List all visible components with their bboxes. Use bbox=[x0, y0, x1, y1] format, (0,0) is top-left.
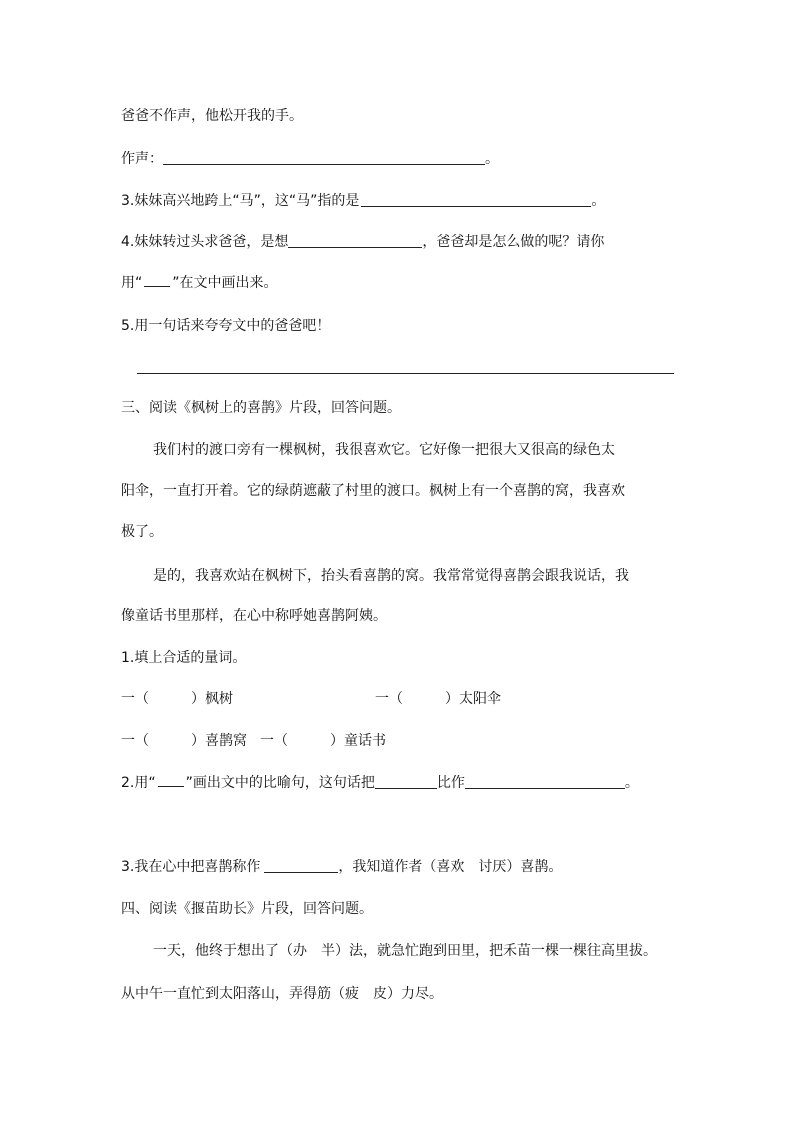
question-text: 用“ bbox=[121, 275, 143, 291]
section-3-title: 三、阅读《枫树上的喜鹊》片段，回答问题。 bbox=[121, 400, 401, 416]
fill-item[interactable]: 一（ ）童话书 bbox=[260, 733, 386, 749]
underline-mark bbox=[158, 774, 184, 787]
label: 作声： bbox=[121, 151, 163, 167]
passage-line: 极了。 bbox=[121, 524, 163, 540]
answer-blank[interactable] bbox=[361, 191, 591, 207]
question-4 bbox=[121, 232, 604, 252]
question-4-cont bbox=[121, 273, 278, 293]
question-text: ”画出文中的比喻句，这句话把 bbox=[185, 775, 375, 791]
passage-line: 像童话书里那样，在心中称呼她喜鹊阿姨。 bbox=[121, 608, 387, 624]
question-line bbox=[121, 149, 499, 169]
question-text: ”在文中画出来。 bbox=[172, 275, 278, 291]
sub-question-2 bbox=[121, 773, 639, 793]
question-text: 比作 bbox=[436, 775, 465, 791]
answer-line[interactable] bbox=[137, 373, 674, 374]
answer-blank[interactable] bbox=[375, 773, 437, 789]
passage-line: 我们村的渡口旁有一棵枫树，我很喜欢它。它好像一把很大又很高的绿色太 bbox=[153, 442, 615, 458]
text-line: 爸爸不作声，他松开我的手。 bbox=[121, 108, 303, 124]
answer-blank[interactable] bbox=[264, 857, 338, 873]
fill-item[interactable]: 一（ ）太阳伞 bbox=[375, 691, 501, 707]
passage-line: 从中午一直忙到太阳落山，弄得筋（疲 皮）力尽。 bbox=[121, 986, 443, 1002]
section-4-title: 四、阅读《揠苗助长》片段，回答问题。 bbox=[121, 901, 373, 917]
question-3 bbox=[121, 191, 605, 211]
sub-question-1: 1.填上合适的量词。 bbox=[121, 650, 247, 666]
question-text: 4.妹妹转过头求爸爸，是想 bbox=[121, 234, 289, 250]
answer-blank[interactable] bbox=[163, 149, 485, 165]
passage-line: 一天，他终于想出了（办 半）法，就急忙跑到田里，把禾苗一棵一棵往高里拔。 bbox=[153, 943, 657, 959]
answer-blank[interactable] bbox=[465, 773, 625, 789]
punct: 。 bbox=[485, 151, 499, 167]
question-text: 2.用“ bbox=[121, 775, 156, 791]
question-text: ，我知道作者（喜欢 讨厌）喜鹊。 bbox=[338, 859, 563, 875]
fill-item[interactable]: 一（ ）枫树 bbox=[121, 691, 233, 707]
answer-blank[interactable] bbox=[288, 232, 422, 248]
passage-line: 阳伞，一直打开着。它的绿荫遮蔽了村里的渡口。枫树上有一个喜鹊的窝，我喜欢 bbox=[121, 483, 625, 499]
punct: 。 bbox=[591, 193, 606, 209]
underline-mark bbox=[144, 274, 170, 287]
question-text: ，爸爸却是怎么做的呢？请你 bbox=[422, 234, 605, 250]
question-text: 3.我在心中把喜鹊称作 bbox=[121, 859, 261, 875]
question-5: 5.用一句话来夸夸文中的爸爸吧！ bbox=[121, 318, 331, 334]
fill-item[interactable]: 一（ ）喜鹊窝 bbox=[121, 733, 247, 749]
sub-question-3 bbox=[121, 857, 562, 877]
punct: 。 bbox=[624, 775, 639, 791]
passage-line: 是的，我喜欢站在枫树下，抬头看喜鹊的窝。我常常觉得喜鹊会跟我说话，我 bbox=[153, 568, 629, 584]
question-text: 3.妹妹高兴地跨上“马”，这“马”指的是 bbox=[121, 193, 360, 209]
